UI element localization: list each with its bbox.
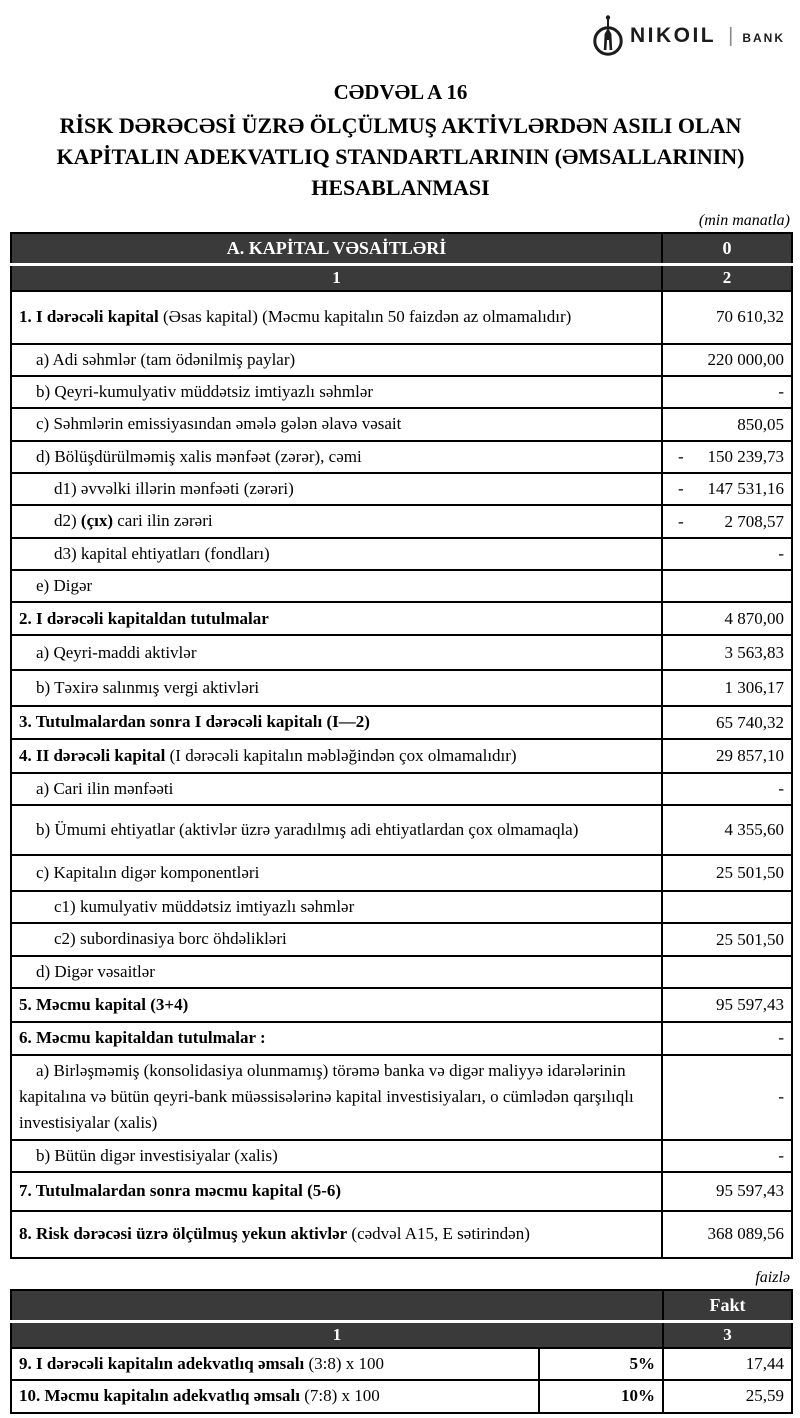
row-value — [662, 739, 792, 773]
row-value — [662, 441, 792, 473]
row-value — [662, 291, 792, 344]
row-value-text: 4 355,60 — [724, 820, 784, 840]
row-value — [662, 408, 792, 440]
units-note-main: (min manatla) — [698, 211, 790, 229]
table-row — [11, 1211, 792, 1258]
row-label-text: (Əsas kapital) (Məcmu kapitalın 50 faizdən az olmamalıdır) — [158, 307, 572, 327]
row-fakt-value: 25,59 — [663, 1380, 792, 1412]
row-value-text: 25 501,50 — [716, 863, 784, 883]
row-value-text: 29 857,10 — [716, 745, 784, 765]
row-label — [11, 602, 662, 635]
row-label — [11, 956, 662, 988]
row-label — [11, 1380, 539, 1412]
capital-table — [10, 232, 793, 1259]
table-row — [11, 602, 792, 635]
row-value — [662, 538, 792, 570]
row-value-text: - — [778, 1028, 784, 1048]
row-value — [662, 956, 792, 988]
table-row — [11, 988, 792, 1022]
row-label-text: a) Birləşməmiş (konsolidasiya olunmamış) törəmə banka və digər maliyyə idarələrinin kapitalına və bütün qeyri-bank müəssisələrinə kapital investisiyaları, o cümlədən qarşılıqlı investisiyalar (xalis) — [19, 1060, 634, 1133]
row-label — [11, 1055, 662, 1140]
row-label — [11, 344, 662, 376]
table-row — [11, 855, 792, 891]
header-row-numbers — [11, 1321, 792, 1348]
row-value — [662, 805, 792, 855]
table-row — [11, 956, 792, 988]
table-row — [11, 1055, 792, 1140]
minus-sign: - — [678, 479, 684, 499]
row-fakt-value: 17,44 — [663, 1348, 792, 1380]
row-label-text: e) Digər — [36, 576, 93, 596]
row-label-text: d3) kapital ehtiyatları (fondları) — [54, 543, 270, 563]
row-label-text: (7:8) x 100 — [299, 1386, 380, 1406]
table-row — [11, 291, 792, 344]
row-value-text: 220 000,00 — [707, 349, 784, 369]
minus-sign: - — [678, 446, 684, 466]
table-row — [11, 1348, 792, 1380]
row-label-text: 6. Məcmu kapitaldan tutulmalar : — [19, 1028, 266, 1048]
row-norm-value: 5% — [539, 1348, 663, 1380]
row-value-text: - — [778, 543, 784, 563]
row-label-text: b) Qeyri-kumulyativ müddətsiz imtiyazlı səhmlər — [36, 382, 374, 402]
table-number: CƏDVƏL A 16 — [333, 80, 468, 104]
nikoil-tower-icon — [592, 14, 624, 58]
column-header-0: 0 — [662, 233, 792, 265]
row-label-text: c2) subordinasiya borc öhdəlikləri — [54, 929, 287, 949]
row-value-text: 70 610,32 — [716, 307, 784, 327]
row-label-text: b) Bütün digər investisiyalar (xalis) — [36, 1145, 278, 1165]
table-row — [11, 1380, 792, 1412]
row-label — [11, 1211, 662, 1258]
table-row — [11, 441, 792, 473]
row-label-text: (3:8) x 100 — [304, 1353, 385, 1373]
row-value-text: 95 597,43 — [716, 995, 784, 1015]
row-label — [11, 923, 662, 955]
row-value — [662, 891, 792, 923]
row-label — [11, 635, 662, 670]
row-label — [11, 1022, 662, 1054]
row-label-text: d) Digər vəsaitlər — [36, 961, 155, 981]
table-row — [11, 538, 792, 570]
ratio-table-header — [11, 1290, 792, 1348]
row-label — [11, 441, 662, 473]
row-label-text: c1) kumulyativ müddətsiz imtiyazlı səhmlər — [54, 897, 355, 917]
row-label — [11, 1140, 662, 1172]
row-label — [11, 706, 662, 738]
row-value-text: 2 708,57 — [724, 511, 784, 531]
row-label-text: (cədvəl A15, E sətirindən) — [347, 1224, 530, 1244]
header-row — [11, 233, 792, 265]
table-row — [11, 408, 792, 440]
row-label — [11, 891, 662, 923]
column-header-fakt: Fakt — [663, 1290, 792, 1322]
row-label — [11, 739, 662, 773]
row-value — [662, 635, 792, 670]
row-value-text: - — [778, 382, 784, 402]
row-label-text: c) Kapitalın digər komponentləri — [36, 862, 260, 882]
table-row — [11, 923, 792, 955]
header-row-numbers — [11, 264, 792, 291]
row-value — [662, 1140, 792, 1172]
row-label — [11, 473, 662, 505]
row-label-text: 5. Məcmu kapital (3+4) — [19, 995, 189, 1014]
row-value — [662, 602, 792, 635]
table-row — [11, 473, 792, 505]
row-label — [11, 1172, 662, 1211]
row-label — [11, 538, 662, 570]
row-label-text: 8. Risk dərəcəsi üzrə ölçülmuş yekun aktivlər — [19, 1224, 348, 1244]
column-header-title: A. KAPİTAL VƏSAİTLƏRİ — [11, 233, 662, 265]
row-label — [11, 805, 662, 855]
table-row — [11, 670, 792, 706]
row-label-text: cari ilin zərəri — [113, 511, 213, 531]
table-row — [11, 376, 792, 408]
table-row — [11, 505, 792, 537]
row-label-text: (çıx) — [80, 511, 114, 531]
row-label — [11, 291, 662, 344]
row-label — [11, 570, 662, 602]
column-header-blank — [11, 1290, 663, 1322]
capital-table-header — [11, 233, 792, 291]
table-row — [11, 635, 792, 670]
row-label-text: d2) — [54, 511, 81, 531]
row-value-text: 3 563,83 — [724, 642, 784, 662]
logo-unit: BANK — [742, 30, 785, 45]
row-label-text: 7. Tutulmalardan sonra məcmu kapital (5-6) — [19, 1181, 342, 1201]
row-value — [662, 505, 792, 537]
row-label — [11, 408, 662, 440]
table-row — [11, 1140, 792, 1172]
row-value-text: - — [778, 778, 784, 798]
header-row — [11, 1290, 792, 1322]
row-label-text: 2. I dərəcəli kapitaldan tutulmalar — [19, 608, 269, 628]
row-label — [11, 670, 662, 706]
table-row — [11, 739, 792, 773]
table-row — [11, 344, 792, 376]
row-label-text: a) Qeyri-maddi aktivlər — [36, 642, 197, 662]
row-value — [662, 773, 792, 805]
row-label-text: b) Ümumi ehtiyatlar (aktivlər üzrə yaradılmış adi ehtiyatlardan çox olmamaqla) — [36, 819, 579, 839]
row-value — [662, 570, 792, 602]
column-number-1: 1 — [11, 1321, 663, 1348]
table-row — [11, 1172, 792, 1211]
row-value-text: 1 306,17 — [724, 678, 784, 698]
page-title: RİSK DƏRƏCƏSİ ÜZRƏ ÖLÇÜLMUŞ AKTİVLƏRDƏN ASILI OLAN KAPİTALIN ADEKVATLIQ STANDARTLARININ (ƏMSALLARININ) HESABLANMASI — [56, 113, 745, 201]
row-value — [662, 988, 792, 1022]
column-number-3: 3 — [663, 1321, 792, 1348]
row-value — [662, 376, 792, 408]
logo-name: NIKOIL — [629, 24, 717, 47]
table-row — [11, 706, 792, 738]
row-label — [11, 505, 662, 537]
row-label-text: d) Bölüşdürülməmiş xalis mənfəət (zərər), cəmi — [36, 446, 362, 466]
row-value — [662, 1211, 792, 1258]
row-value — [662, 706, 792, 738]
minus-sign: - — [678, 511, 684, 531]
row-value-text: 95 597,43 — [716, 1181, 784, 1201]
row-norm-value: 10% — [539, 1380, 663, 1412]
ratio-table — [10, 1289, 793, 1414]
row-label — [11, 773, 662, 805]
row-value-text: 25 501,50 — [716, 929, 784, 949]
table-row — [11, 891, 792, 923]
row-value-text: 147 531,16 — [707, 479, 784, 499]
row-label-text: (I dərəcəli kapitalın məbləğindən çox olmamalıdır) — [165, 745, 517, 765]
row-value — [662, 670, 792, 706]
row-value — [662, 473, 792, 505]
row-value — [662, 1055, 792, 1140]
row-label-text: 4. II dərəcəli kapital — [19, 745, 166, 765]
row-label-text: 1. I dərəcəli kapital — [19, 307, 159, 327]
row-value-text: - — [778, 1087, 784, 1107]
row-value-text: 850,05 — [737, 414, 784, 434]
nikoil-bank-logo — [592, 14, 785, 58]
row-value-text: 4 870,00 — [724, 608, 784, 628]
row-value-text: 65 740,32 — [716, 712, 784, 732]
row-label-text: d1) əvvəlki illərin mənfəəti (zərəri) — [54, 479, 294, 499]
row-value — [662, 855, 792, 891]
row-label-text: a) Cari ilin mənfəəti — [36, 778, 174, 798]
row-label — [11, 376, 662, 408]
table-row — [11, 570, 792, 602]
row-label-text: 3. Tutulmalardan sonra I dərəcəli kapitalı (I—2) — [19, 712, 370, 732]
row-value-text: 150 239,73 — [707, 446, 784, 466]
row-value — [662, 923, 792, 955]
row-label — [11, 855, 662, 891]
table-row — [11, 1022, 792, 1054]
row-label — [11, 988, 662, 1022]
table-row — [11, 773, 792, 805]
row-value — [662, 1022, 792, 1054]
row-value — [662, 1172, 792, 1211]
row-label-text: a) Adi səhmlər (tam ödənilmiş paylar) — [36, 349, 296, 369]
header — [10, 10, 791, 58]
row-value-text: 368 089,56 — [707, 1224, 784, 1244]
units-note-ratio: faizlə — [755, 1268, 790, 1286]
row-label-text: 10. Məcmu kapitalın adekvatlıq əmsalı — [19, 1386, 300, 1406]
row-label — [11, 1348, 539, 1380]
column-number-2: 2 — [662, 264, 792, 291]
row-label-text: b) Təxirə salınmış vergi aktivləri — [36, 678, 260, 698]
row-label-text: c) Səhmlərin emissiyasından əmələ gələn əlavə vəsait — [36, 414, 402, 434]
table-row — [11, 805, 792, 855]
logo-divider: | — [728, 24, 734, 47]
row-value-text: - — [778, 1145, 784, 1165]
row-label-text: 9. I dərəcəli kapitalın adekvatlıq əmsalı — [19, 1353, 305, 1373]
row-value — [662, 344, 792, 376]
column-number-1: 1 — [11, 264, 662, 291]
